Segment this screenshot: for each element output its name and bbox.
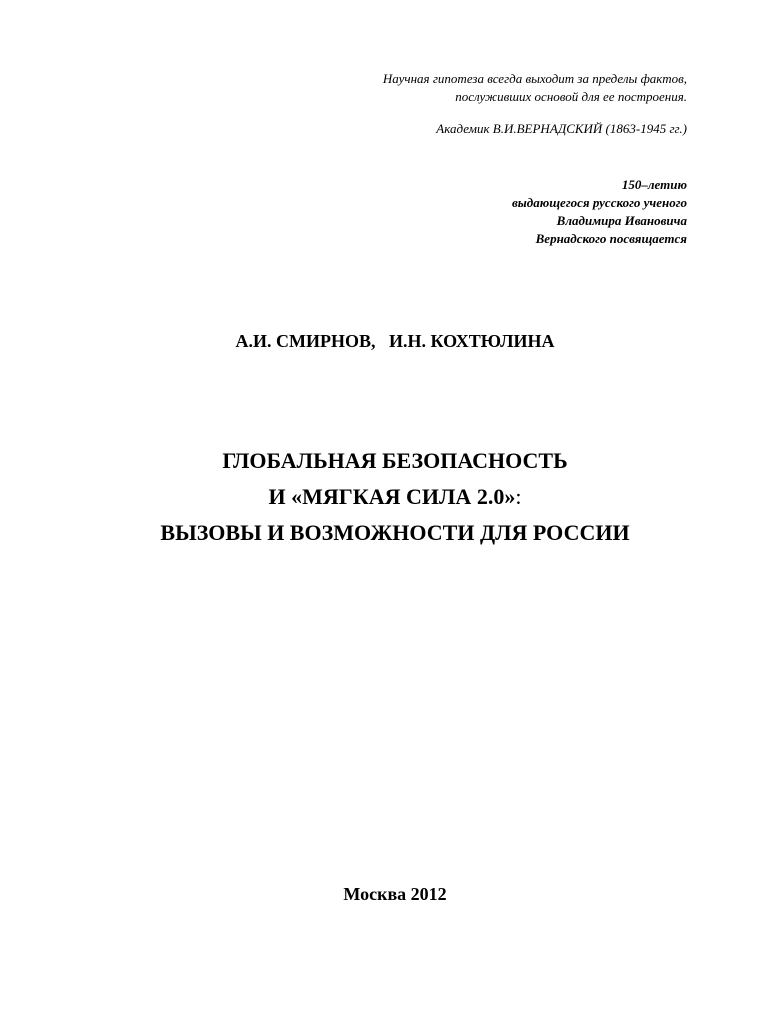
title-line-2-text: И «МЯГКАЯ СИЛА 2.0» <box>268 484 516 509</box>
epigraph <box>167 70 687 138</box>
title-line-2-colon: : <box>515 484 522 509</box>
book-authors: А.И. СМИРНОВ, И.Н. КОХТЮЛИНА <box>235 331 555 351</box>
dedication-line-4: Вернадского посвящается <box>535 231 687 246</box>
dedication-line-3: Владимира Ивановича <box>556 213 687 228</box>
dedication-line-2: выдающегося русского ученого <box>511 195 687 210</box>
epigraph-line-2: послуживших основой для ее построения. <box>455 89 687 104</box>
book-title <box>0 443 768 551</box>
epigraph-author: Академик В.И.ВЕРНАДСКИЙ (1863-1945 гг.) <box>436 121 687 136</box>
title-line-1: ГЛОБАЛЬНАЯ БЕЗОПАСНОСТЬ <box>222 448 568 473</box>
dedication <box>167 176 687 248</box>
title-line-3: ВЫЗОВЫ И ВОЗМОЖНОСТИ ДЛЯ РОССИИ <box>160 520 630 545</box>
dedication-line-1: 150–летию <box>621 177 687 192</box>
epigraph-line-1: Научная гипотеза всегда выходит за пределы фактов, <box>382 71 687 86</box>
title-line-2 <box>0 479 768 515</box>
imprint-city-year: Москва 2012 <box>343 884 447 904</box>
